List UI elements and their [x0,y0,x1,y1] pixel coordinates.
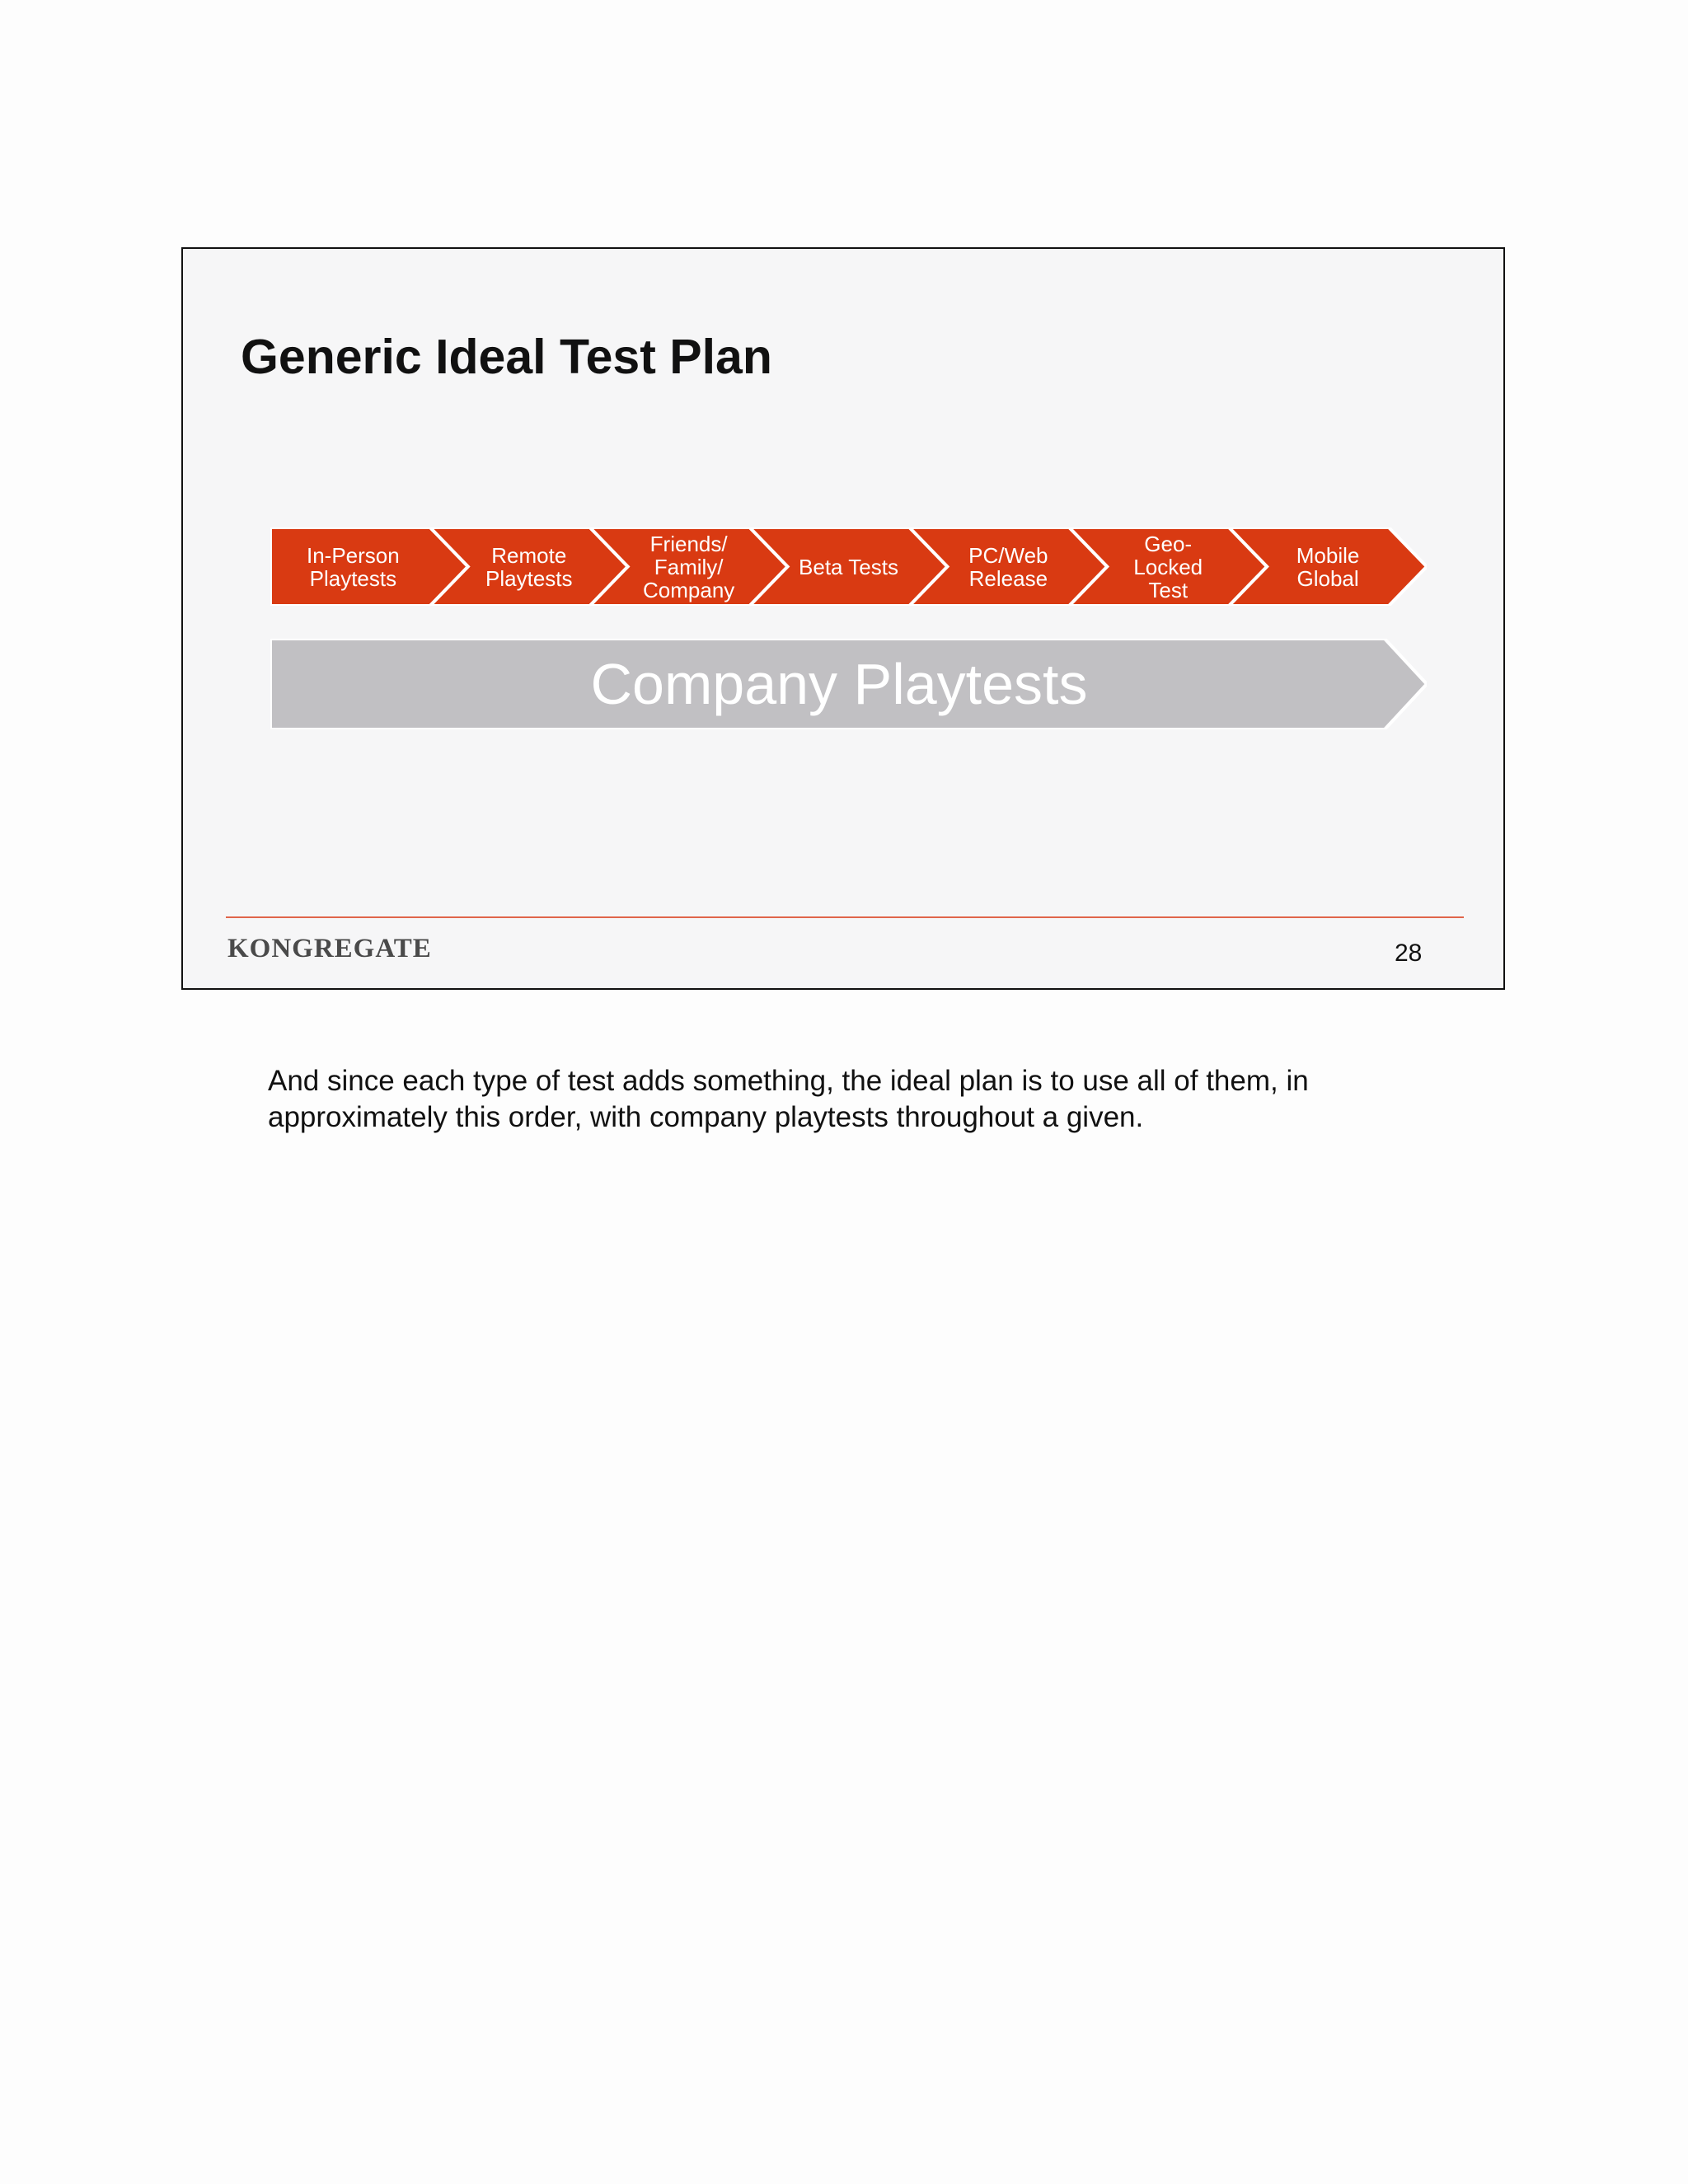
footer-divider [226,916,1464,918]
speaker-notes: And since each type of test adds something, the ideal plan is to use all of them, in approximately this order, with company playtests throughout a given. [268,1065,1309,1133]
slide [181,247,1505,990]
process-step-label: Remote Playtests [485,542,573,591]
slide-title: Generic Ideal Test Plan [241,330,772,384]
company-playtests-label: Company Playtests [590,652,1088,716]
process-step-label: Geo- Locked Test [1133,531,1203,602]
company-playtests-band [270,639,1427,729]
kongregate-logo: KONGREGATE [227,934,432,963]
page-number: 28 [1395,940,1423,967]
process-flow [270,527,1427,606]
process-step-label: Mobile Global [1296,542,1360,591]
process-step-label: PC/Web Release [968,542,1048,591]
process-step-label: Beta Tests [799,554,898,579]
process-step-label: In-Person Playtests [307,542,400,591]
process-step-label: Friends/ Family/ Company [643,531,735,602]
